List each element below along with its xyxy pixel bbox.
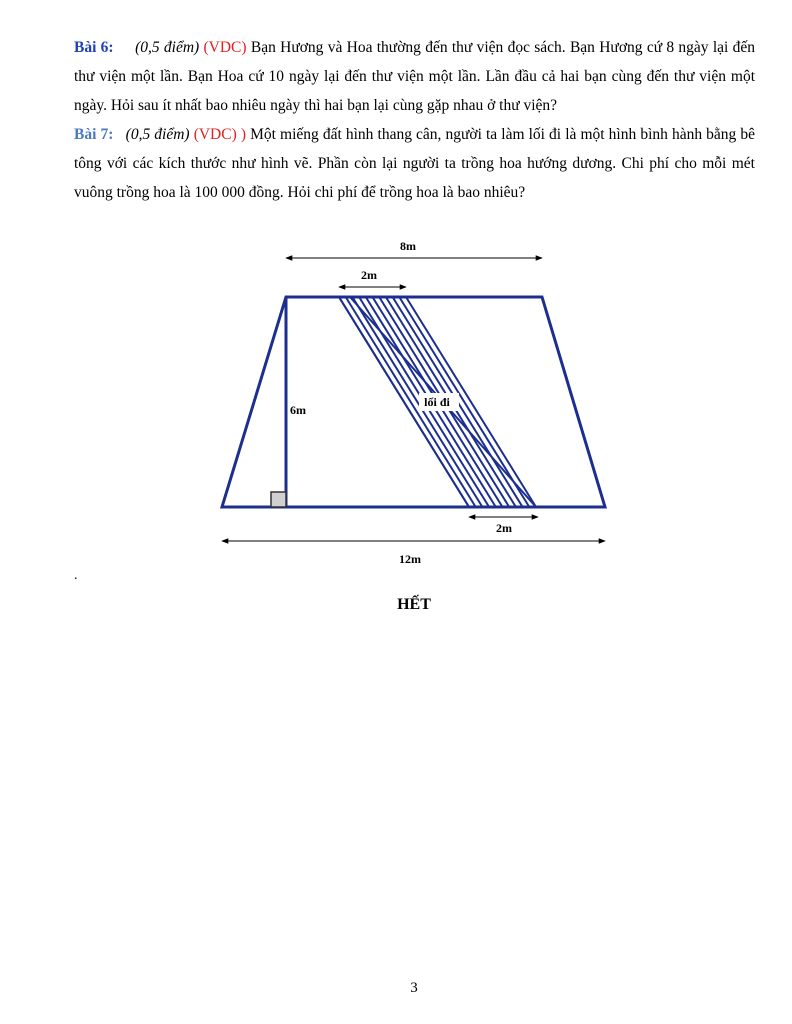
problem-6-score: (0,5 điểm)	[135, 39, 200, 56]
right-angle-mark	[271, 492, 286, 507]
path-label: lối đi	[424, 395, 450, 409]
trapezoid-figure	[0, 225, 792, 575]
problem-7-text: Một miếng đất hình thang cân, người ta làm lối đi là một hình bình hành bằng bê tông với các kích thước như hình vẽ. Phần còn lại người ta trồng hoa hướng dương. Chi phí cho mỗi mét vuông trồng hoa là 100 000 đồng. Hỏi chi phí để trồng hoa là bao nhiêu?	[74, 126, 756, 201]
problem-7-score: (0,5 điểm)	[125, 126, 190, 143]
bottom-length-label: 12m	[399, 552, 421, 566]
top-length-label: 8m	[400, 239, 416, 253]
problem-7-label: Bài 7:	[74, 126, 114, 143]
stray-dot: .	[74, 568, 78, 583]
problem-7-tag: (VDC) )	[193, 126, 246, 143]
hatch-line	[352, 297, 482, 507]
problem-7	[74, 120, 755, 207]
page-number: 3	[410, 980, 418, 996]
problem-6-label: Bài 6:	[74, 39, 114, 56]
hatch-line	[399, 297, 529, 507]
problem-6-text: Bạn Hương và Hoa thường đến thư viện đọc sách. Bạn Hương cứ 8 ngày lại đến thư viện một lần. Bạn Hoa cứ 10 ngày lại đến thư viện một lần. Lần đầu cả hai bạn cùng đến thư viện một ngày. Hỏi sau ít nhất bao nhiêu ngày thì hai bạn lại cùng gặp nhau ở thư viện?	[74, 39, 756, 114]
end-marker: HẾT	[397, 596, 431, 613]
trapezoid-outline	[222, 297, 605, 507]
path-bottom-length-label: 2m	[496, 521, 512, 535]
problem-6-tag: (VDC)	[203, 39, 247, 56]
height-label: 6m	[290, 403, 306, 417]
problem-6	[74, 33, 755, 120]
path-top-length-label: 2m	[361, 268, 377, 282]
